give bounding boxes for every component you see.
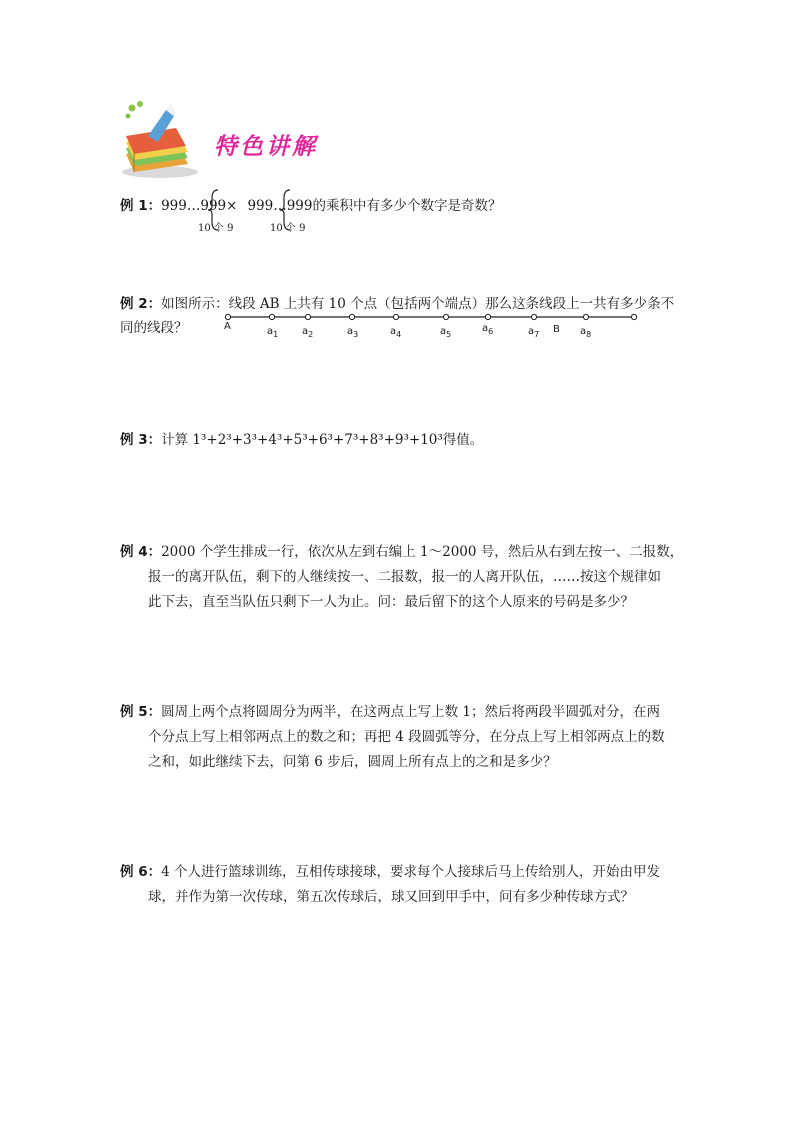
number-a: 999…999 (161, 198, 227, 214)
example-5-line-2: 个分点上写上相邻两点上的数之和；再把 4 段圆弧等分，在分点上写上相邻两点上的数 (148, 729, 665, 745)
example-3 (120, 430, 483, 450)
header-logo (118, 98, 210, 180)
example-2-text-1: 如图所示：线段 AB 上共有 10 个点（包括两个端点）那么这条线段上一共有多少条不 (161, 296, 675, 312)
example-5-line-3: 之和，如此继续下去，问第 6 步后，圆周上所有点上的之和是多少？ (148, 754, 557, 770)
label-a5: $a_5$ (440, 326, 452, 339)
point-end (631, 314, 636, 319)
segment-diagram (220, 310, 640, 324)
example-4-label: 例 4： (120, 544, 162, 560)
book-pen-icon (118, 98, 210, 180)
example-3-label: 例 3： (120, 432, 162, 448)
example-6-line-2: 球，并作为第一次传球，第五次传球后，球又回到甲手中，问有多少种传球方式？ (148, 889, 634, 905)
section-title: 特色讲解 (214, 134, 318, 160)
label-a8: $a_8$ (580, 326, 592, 339)
point-a8 (583, 314, 588, 319)
label-a4: $a_4$ (390, 326, 402, 339)
under-label-2: 10 个 9 (270, 223, 306, 234)
example-1 (120, 196, 502, 216)
example-1-tail: 的乘积中有多少个数字是奇数？ (312, 198, 502, 214)
label-a3: $a_3$ (347, 326, 359, 339)
example-2-label: 例 2： (120, 296, 162, 312)
point-a4 (393, 314, 398, 319)
label-A: A (224, 321, 231, 332)
label-B: B (553, 324, 560, 335)
label-a2: $a_2$ (302, 326, 314, 339)
point-a7 (531, 314, 536, 319)
label-a6: $a_6$ (482, 323, 494, 336)
example-4-line-2: 报一的离开队伍，剩下的人继续按一、二报数，报一的人离开队伍，……按这个规律如 (148, 569, 661, 585)
example-5-text-1: 圆周上两个点将圆周分为两半，在这两点上写上数 1；然后将两段半圆弧对分，在两 (161, 704, 660, 720)
example-4-line-3: 此下去，直至当队伍只剩下一人为止。问：最后留下的这个人原来的号码是多少？ (148, 594, 634, 610)
example-2-line-2: 同的线段？ (120, 320, 188, 336)
example-3-text: 计算 1³+2³+3³+4³+5³+6³+7³+8³+9³+10³得值。 (161, 432, 484, 448)
times-sign: × (226, 198, 238, 214)
under-label-1: 10 个 9 (198, 223, 234, 234)
example-6-line-1 (120, 862, 660, 882)
point-a1 (269, 314, 274, 319)
number-b: 999…999 (247, 198, 313, 214)
example-6-text-1: 4 个人进行篮球训练，互相传球接球，要求每个人接球后马上传给别人，开始由甲发 (161, 864, 660, 880)
point-a3 (349, 314, 354, 319)
example-5-label: 例 5： (120, 704, 162, 720)
point-A (225, 314, 230, 319)
example-5-line-1 (120, 702, 660, 722)
point-a5 (443, 314, 448, 319)
label-a1: $a_1$ (267, 326, 279, 339)
example-6-label: 例 6： (120, 864, 162, 880)
point-a2 (305, 314, 310, 319)
example-4-line-1 (120, 542, 683, 562)
example-1-label: 例 1： (120, 198, 162, 214)
label-a7: $a_7$ (528, 326, 540, 339)
example-4-text-1: 2000 个学生排成一行，依次从左到右编上 1～2000 号，然后从右到左按一、二报数， (161, 544, 684, 560)
point-a6 (485, 314, 490, 319)
